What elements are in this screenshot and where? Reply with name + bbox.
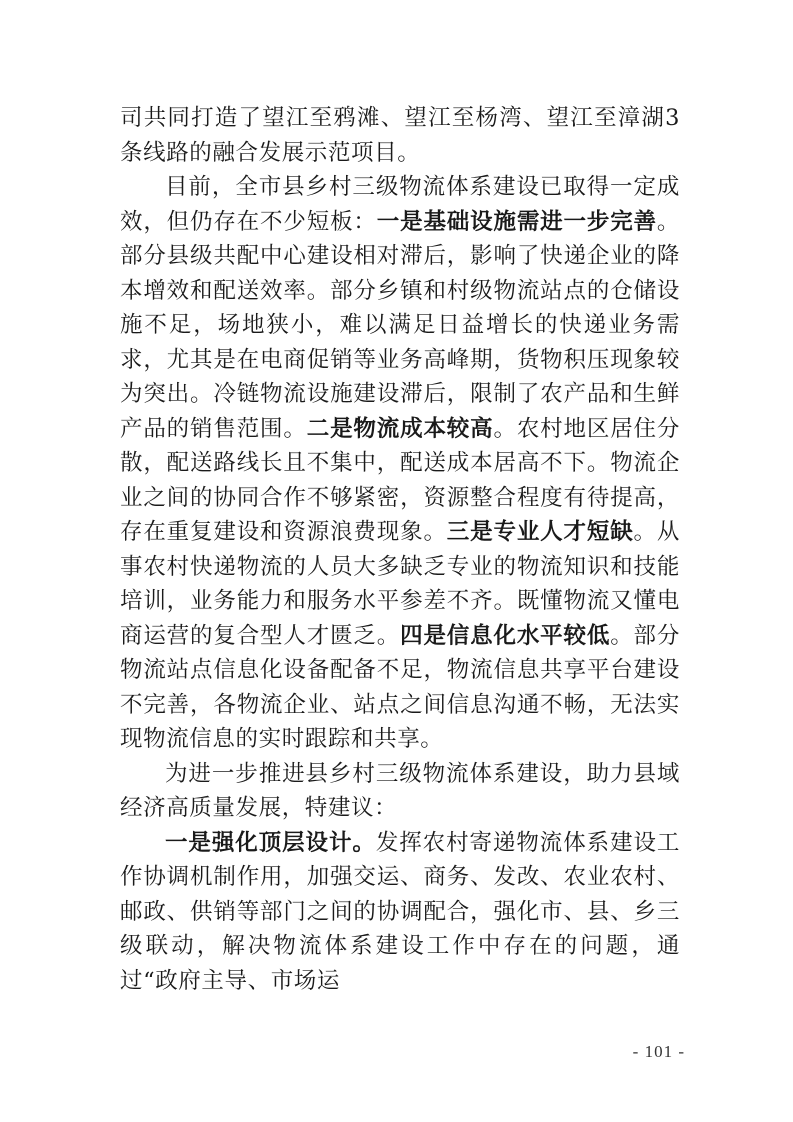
- text-segment: 。部分县级共配中心建设相对滞后，影响了快递企业的降本增效和配送效率。部分乡镇和村级物流站点的仓储设施不足，场地狭小，难以满足日益增长的快递业务需求，尤其是在电商促销等业务高峰期，货物积压现象较为突出。冷链物流设施建设滞后，限制了农产品和生鲜产品的销售范围。: [120, 208, 681, 442]
- paragraph-suggestion-intro: [120, 757, 680, 826]
- paragraph-continuation: [120, 101, 680, 170]
- bold-heading-logistics-cost: 二是物流成本较高: [306, 415, 494, 442]
- bold-heading-talent-shortage: 三是专业人才短缺: [446, 519, 634, 545]
- page-number: - 101 -: [632, 1042, 685, 1061]
- bold-heading-infrastructure: 一是基础设施需进一步完善: [376, 208, 657, 235]
- bold-heading-top-level-design: 一是强化顶层设计。: [165, 829, 376, 856]
- document-body: [120, 101, 680, 998]
- paragraph-suggestion-one: [120, 826, 680, 999]
- text-segment: 司共同打造了望江至鸦滩、望江至杨湾、望江至漳湖3条线路的融合发展示范项目。: [120, 105, 680, 166]
- text-segment: 。部分物流站点信息化设备配备不足，物流信息共享平台建设不完善，各物流企业、站点之间信息沟通不畅，无法实现物流信息的实时跟踪和共享。: [120, 622, 681, 752]
- text-segment: 。农村地区居住分散，配送路线长且不集中，配送成本居高不下。物流企业之间的协同合作不够紧密，资源整合程度有待提高，存在重复建设和资源浪费现象。: [120, 415, 680, 545]
- text-segment: 为进一步推进县乡村三级物流体系建设，助力县域经济高质量发展，特建议：: [120, 760, 680, 821]
- bold-heading-informatization: 四是信息化水平较低: [400, 622, 611, 649]
- paragraph-problems: [120, 170, 680, 757]
- text-segment: 目前，全市县乡村三级物流体系建设已取得一定成效，但仍存在不少短板：: [120, 174, 680, 235]
- text-segment: 发挥农村寄递物流体系建设工作协调机制作用，加强交运、商务、发改、农业农村、邮政、供销等部门之间的协调配合，强化市、县、乡三级联动，解决物流体系建设工作中存在的问题，通过“政府主导、市场运: [120, 829, 680, 994]
- text-segment: 。从事农村快递物流的人员大多缺乏专业的物流知识和技能培训，业务能力和服务水平参差不齐。既懂物流又懂电商运营的复合型人才匮乏。: [120, 519, 680, 649]
